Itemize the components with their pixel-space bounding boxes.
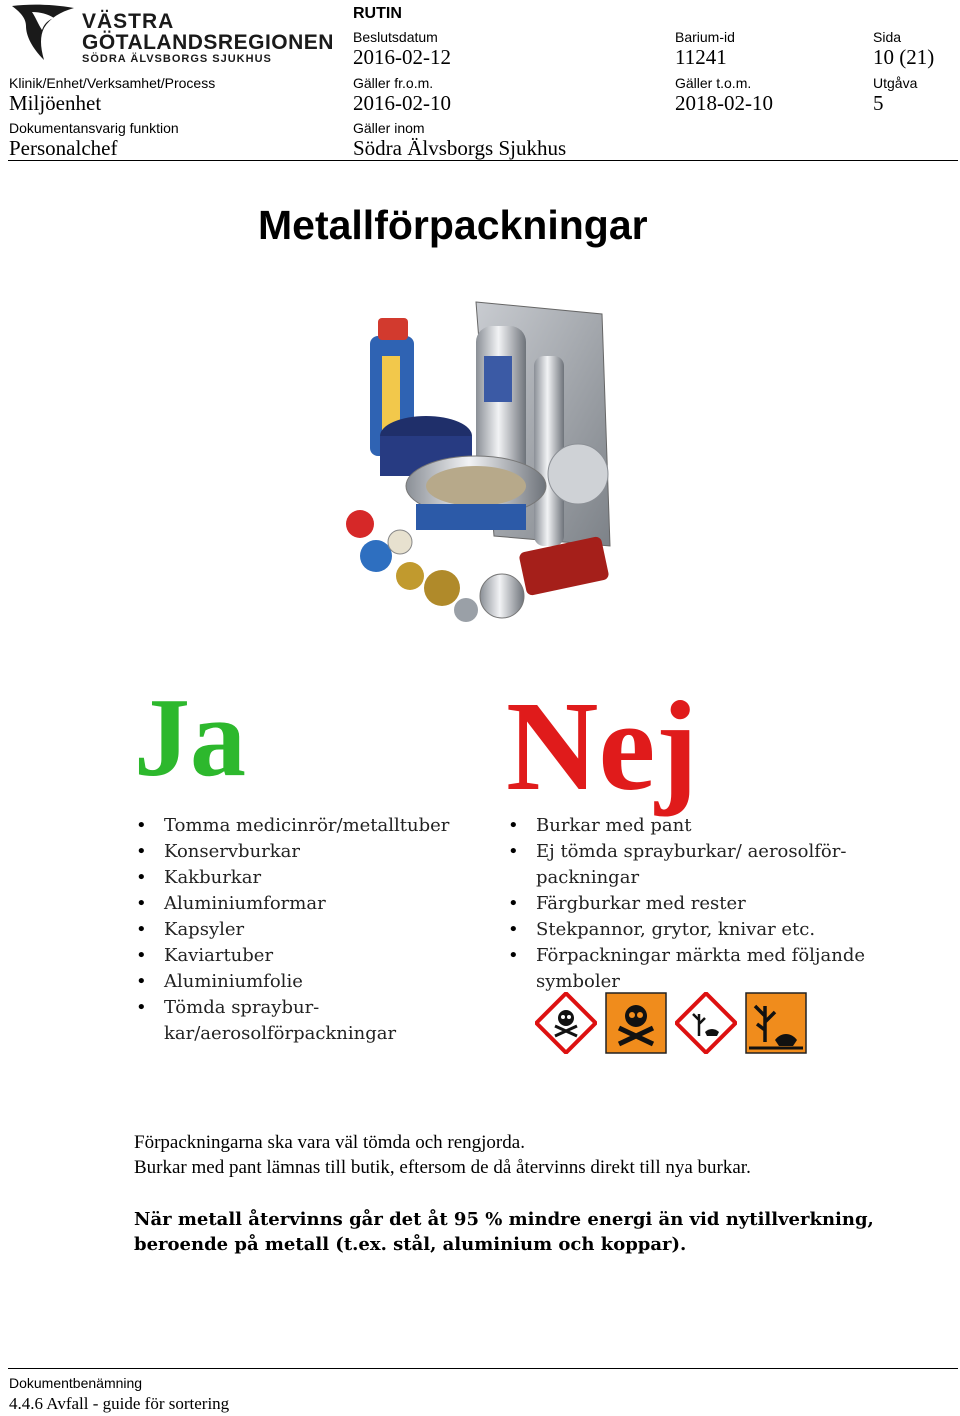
responsible-label: Dokumentansvarig funktion: [9, 120, 179, 136]
barium-label: Barium-id: [675, 29, 735, 45]
metal-packaging-photo: [326, 296, 616, 626]
header-divider: [8, 160, 958, 161]
hazard-symbols: [535, 990, 807, 1054]
doc-type: RUTIN: [353, 5, 402, 22]
applies-in-label: Gäller inom: [353, 120, 425, 136]
valid-to-label: Gäller t.o.m.: [675, 75, 752, 91]
instruction-paragraph-2: Burkar med pant lämnas till butik, eftersom de då återvinns direkt till nya burkar.: [134, 1157, 751, 1178]
list-item: • Kaviartuber: [134, 943, 474, 969]
metal-packaging-illustration-icon: [326, 296, 616, 626]
list-item: • Färgburkar med rester: [506, 891, 886, 917]
edition-label: Utgåva: [873, 75, 918, 91]
valid-from-value: 2016-02-10: [353, 91, 451, 115]
environment-diamond-icon: [675, 992, 737, 1054]
region-logo: [10, 2, 334, 66]
list-item: • Stekpannor, grytor, knivar etc.: [506, 917, 886, 943]
footer-value: 4.4.6 Avfall - guide för sortering: [9, 1394, 230, 1413]
yes-list: [134, 813, 474, 1047]
responsible-value: Personalchef: [9, 136, 118, 160]
no-list: [506, 813, 886, 995]
region-logo-icon: [10, 2, 78, 64]
decision-date-label: Beslutsdatum: [353, 29, 438, 45]
header: [0, 0, 960, 162]
list-item: • Ej tömda sprayburkar/ aerosolför-packningar: [506, 839, 866, 891]
energy-paragraph: När metall återvinns går det åt 95 % mindre energi än vid nytillverkning, beroende på metall (t.ex. stål, aluminium och koppar).: [134, 1209, 874, 1255]
barium-value: 11241: [675, 45, 727, 69]
decision-date-value: 2016-02-12: [353, 45, 451, 69]
list-item: • Aluminiumfolie: [134, 969, 474, 995]
applies-in-value: Södra Älvsborgs Sjukhus: [353, 136, 567, 160]
logo-line-2: GÖTALANDSREGIONEN: [82, 31, 334, 54]
list-item: • Tomma medicinrör/metalltuber: [134, 813, 474, 839]
environment-orange-icon: [745, 992, 807, 1054]
list-item: • Tömda spraybur-kar/aerosolförpackningar: [134, 995, 429, 1047]
instruction-paragraph-1: Förpackningarna ska vara väl tömda och rengjorda.: [134, 1132, 525, 1153]
edition-value: 5: [873, 91, 884, 115]
footer-divider: [8, 1368, 958, 1369]
valid-to-value: 2018-02-10: [675, 91, 773, 115]
no-heading: Nej: [506, 675, 698, 817]
logo-line-1: VÄSTRA: [82, 10, 175, 33]
logo-line-3: SÖDRA ÄLVSBORGS SJUKHUS: [82, 53, 272, 65]
list-item: • Kakburkar: [134, 865, 474, 891]
toxic-orange-icon: [605, 992, 667, 1054]
list-item: • Aluminiumformar: [134, 891, 474, 917]
process-label: Klinik/Enhet/Verksamhet/Process: [9, 75, 216, 91]
list-item: • Förpackningar märkta med följande symboler: [506, 943, 886, 995]
process-value: Miljöenhet: [9, 91, 102, 115]
page-title: Metallförpackningar: [258, 202, 648, 248]
page-value: 10 (21): [873, 45, 935, 69]
valid-from-label: Gäller fr.o.m.: [353, 75, 434, 91]
footer-label: Dokumentbenämning: [9, 1375, 143, 1391]
page-label: Sida: [873, 29, 902, 45]
list-item: • Kapsyler: [134, 917, 474, 943]
yes-heading: Ja: [134, 676, 246, 800]
list-item: • Burkar med pant: [506, 813, 886, 839]
toxic-diamond-icon: [535, 992, 597, 1054]
list-item: • Konservburkar: [134, 839, 474, 865]
